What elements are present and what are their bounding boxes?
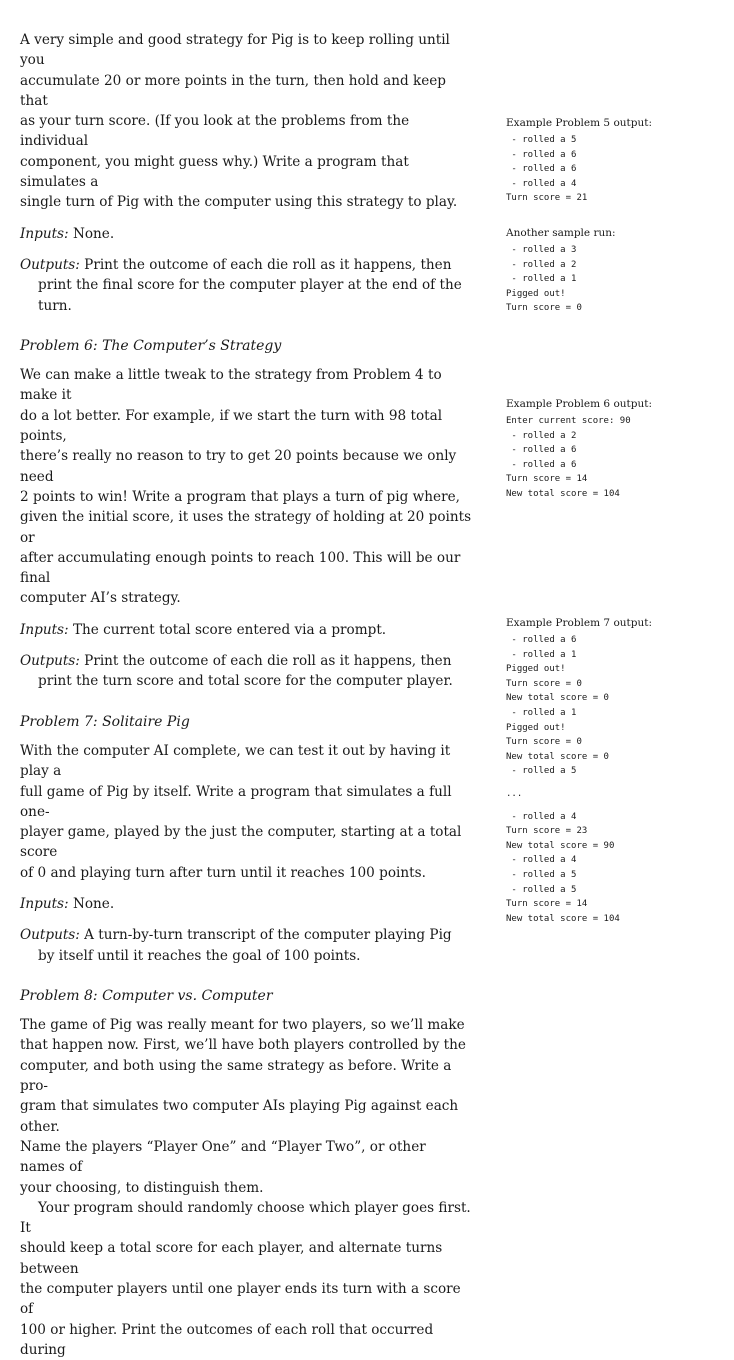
problem7-paragraph [20, 741, 472, 883]
output-line: - rolled a 6 [506, 445, 577, 456]
text-line: computer AI’s strategy. [20, 590, 181, 607]
text-line: With the computer AI complete, we can test it out by having it play a [20, 742, 451, 780]
inputs-label: Inputs: [20, 895, 69, 912]
text-line: 2 points to win! Write a program that plays a turn of pig where, [20, 488, 460, 505]
problem7-inputs [20, 894, 472, 914]
intro-paragraph [20, 30, 472, 213]
example5-block [506, 116, 706, 206]
output-line: - rolled a 5 [506, 884, 577, 895]
example5-caption: Example Problem 5 output: [506, 117, 652, 129]
outputs-label: Outputs: [20, 927, 80, 944]
text-line: full game of Pig by itself. Write a program that simulates a full one- [20, 783, 452, 820]
example5-output [506, 133, 706, 206]
outputs-label: Outputs: [20, 653, 80, 670]
output-line: - rolled a 4 [506, 855, 577, 866]
output-line: - rolled a 6 [506, 635, 577, 645]
output-line: - rolled a 4 [506, 811, 577, 822]
output-line: New total score = 0 [506, 693, 609, 704]
example7-output [506, 633, 706, 926]
text-line: single turn of Pig with the computer using this strategy to play. [20, 194, 458, 211]
output-line: Turn score = 0 [506, 737, 582, 748]
problem8-heading: Problem 8: Computer vs. Computer [20, 987, 273, 1004]
output-line: - rolled a 5 [506, 869, 577, 880]
text-line: your choosing, to distinguish them. [20, 1179, 264, 1196]
problem6-outputs [20, 651, 472, 692]
outputs-label: Outputs: [20, 256, 80, 273]
outputs-text: Print the outcome of each die roll as it happens, then print the final score for the computer player at the end of the turn. [38, 256, 462, 314]
inputs-text: The current total score entered via a prompt. [72, 621, 387, 638]
output-line: - rolled a 2 [506, 259, 577, 270]
output-line: Turn score = 14 [506, 899, 588, 910]
inputs-text: None. [72, 225, 115, 242]
output-line: - rolled a 3 [506, 245, 577, 255]
example6-caption: Example Problem 6 output: [506, 398, 652, 410]
example5b-output [506, 243, 706, 316]
example6-block [506, 397, 706, 502]
output-line: New total score = 0 [506, 751, 609, 762]
problem6-paragraph [20, 365, 472, 609]
problem6-inputs [20, 620, 472, 640]
text-line: should keep a total score for each player, and alternate turns between [20, 1240, 443, 1277]
ellipsis: ... [506, 788, 523, 799]
output-line: Turn score = 21 [506, 193, 588, 204]
output-line: - rolled a 6 [506, 164, 577, 175]
problem7-outputs [20, 925, 472, 966]
problem6-heading: Problem 6: The Computer’s Strategy [20, 337, 282, 354]
inputs-label: Inputs: [20, 621, 69, 638]
problem8-paragraph [20, 1015, 472, 1198]
output-line: New total score = 104 [506, 488, 620, 499]
text-line: We can make a little tweak to the strategy from Problem 4 to make it [20, 367, 442, 404]
problem8-paragraph-2 [20, 1198, 472, 1360]
intro-inputs [20, 224, 472, 244]
output-line: Turn score = 0 [506, 678, 582, 689]
example7-caption: Example Problem 7 output: [506, 617, 652, 629]
output-line: Pigged out! [506, 664, 566, 675]
example7-block [506, 616, 706, 926]
text-line: Your program should randomly choose which player goes first. It [20, 1199, 471, 1237]
example5b-block [506, 226, 706, 316]
output-line: - rolled a 2 [506, 430, 577, 441]
inputs-text: None. [72, 895, 115, 912]
text-line: after accumulating enough points to reach 100. This will be our final [20, 549, 461, 587]
output-line: Turn score = 23 [506, 826, 588, 837]
inputs-label: Inputs: [20, 225, 69, 242]
main-text-column [20, 30, 472, 1360]
text-line: accumulate 20 or more points in the turn, then hold and keep that [20, 72, 446, 109]
text-line: the computer players until one player ends its turn with a score of [20, 1281, 461, 1318]
output-line: - rolled a 4 [506, 178, 577, 189]
output-line: - rolled a 1 [506, 649, 577, 660]
output-line: - rolled a 6 [506, 149, 577, 160]
intro-outputs [20, 255, 472, 316]
text-line: of 0 and playing turn after turn until it reaches 100 points. [20, 864, 426, 881]
output-line: Pigged out! [506, 722, 566, 733]
output-line: - rolled a 5 [506, 135, 577, 145]
example6-output [506, 414, 706, 502]
text-line: that happen now. First, we’ll have both players controlled by the [20, 1037, 466, 1054]
text-line: Name the players “Player One” and “Player Two”, or other names of [20, 1138, 426, 1176]
outputs-text: Print the outcome of each die roll as it happens, then print the turn score and total score for the computer player. [38, 653, 453, 690]
text-line: player game, played by the just the computer, starting at a total score [20, 824, 462, 861]
output-line: - rolled a 1 [506, 274, 577, 285]
output-line: - rolled a 6 [506, 459, 577, 470]
problem7-heading: Problem 7: Solitaire Pig [20, 713, 190, 730]
text-line: 100 or higher. Print the outcomes of each roll that occurred during [20, 1321, 434, 1358]
output-line: - rolled a 5 [506, 766, 577, 777]
text-line: gram that simulates two computer AIs playing Pig against each other. [20, 1098, 459, 1135]
output-line: Turn score = 14 [506, 474, 588, 485]
output-line: New total score = 90 [506, 840, 615, 851]
example5b-caption: Another sample run: [506, 227, 616, 239]
text-line: as your turn score. (If you look at the problems from the individual [20, 113, 410, 150]
text-line: The game of Pig was really meant for two players, so we’ll make [20, 1017, 465, 1034]
output-line: Enter current score: 90 [506, 416, 631, 426]
output-line: Pigged out! [506, 288, 566, 299]
text-line: do a lot better. For example, if we start the turn with 98 total points, [20, 407, 443, 445]
text-line: there’s really no reason to try to get 20 points because we only need [20, 448, 457, 485]
text-line: component, you might guess why.) Write a program that simulates a [20, 153, 409, 191]
output-line: - rolled a 1 [506, 707, 577, 718]
output-line: Turn score = 0 [506, 303, 582, 314]
text-line: computer, and both using the same strategy as before. Write a pro- [20, 1057, 452, 1095]
text-line: A very simple and good strategy for Pig is to keep rolling until you [20, 32, 450, 69]
text-line: given the initial score, it uses the strategy of holding at 20 points or [20, 509, 472, 546]
outputs-text: A turn-by-turn transcript of the computer playing Pig by itself until it reaches the goal of 100 points. [38, 927, 452, 964]
output-line: New total score = 104 [506, 913, 620, 924]
